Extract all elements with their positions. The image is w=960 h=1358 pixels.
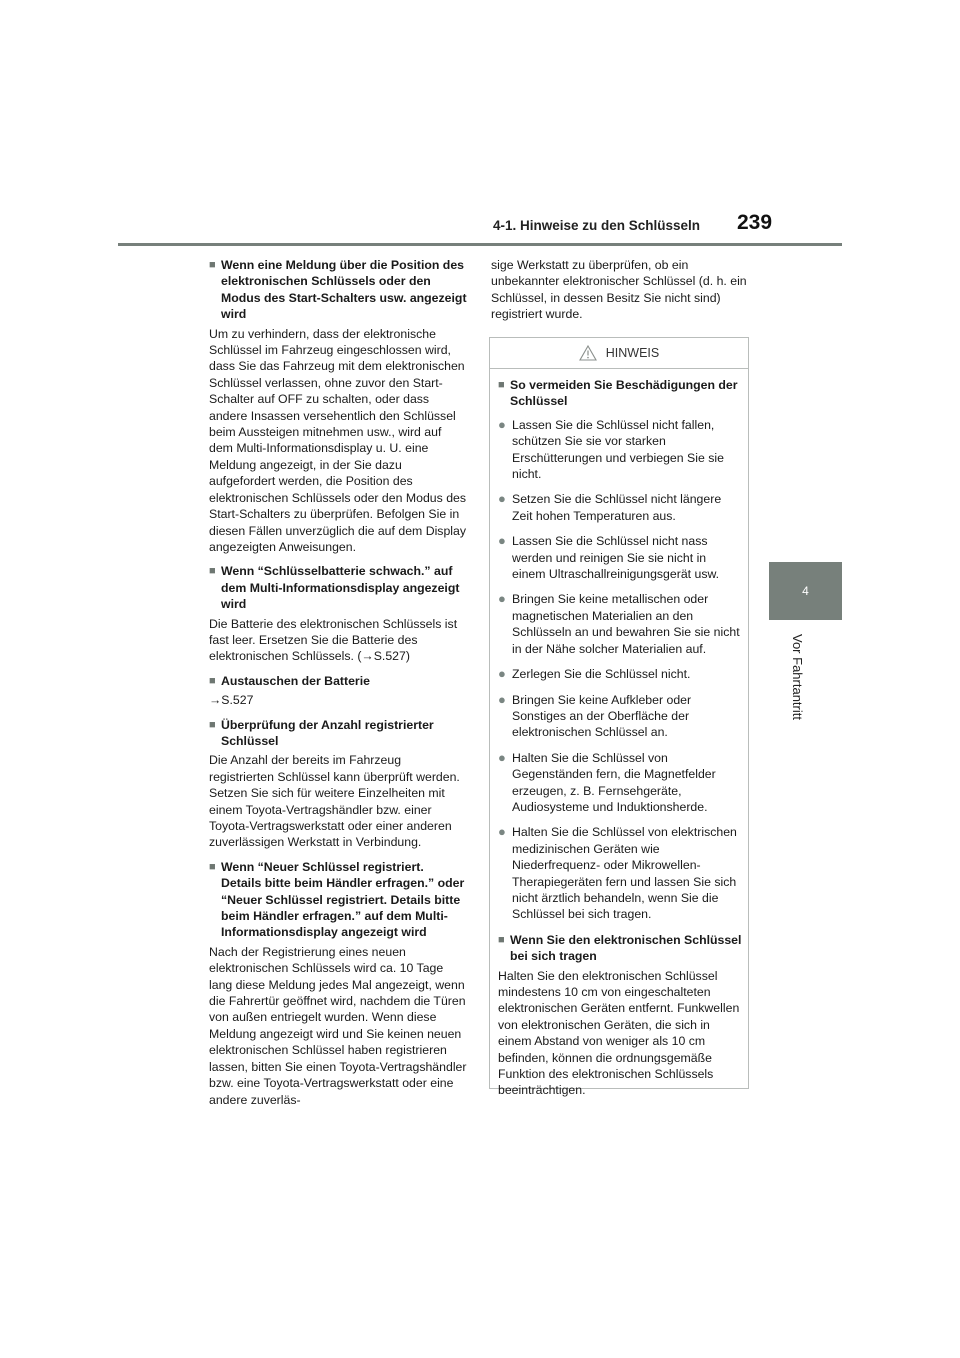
square-bullet-icon: ■ xyxy=(498,379,505,391)
round-bullet-icon: ● xyxy=(498,824,506,840)
square-bullet-icon: ■ xyxy=(209,259,216,271)
square-bullet-icon: ■ xyxy=(209,674,216,687)
warning-triangle-icon xyxy=(579,345,597,361)
notice-heading: Wenn Sie den elektronischen Schlüssel bei sich tragen xyxy=(510,932,742,964)
section-battery-replace xyxy=(209,673,467,709)
notice-heading: So vermeiden Sie Beschädigungen der Schlüssel xyxy=(510,378,738,409)
page-reference: →S.527 xyxy=(209,693,254,708)
round-bullet-icon: ● xyxy=(498,533,506,549)
list-item: ● Halten Sie die Schlüssel von elektrischen medizinischen Geräten wie Niederfrequenz- oder Mikrowellen-Therapiegeräten fern und lassen Sie sich nicht ärztlich behandeln, wenn Sie die Schlüssel bei sich tragen. xyxy=(498,824,737,922)
left-column xyxy=(209,257,467,1116)
chapter-tab-label: Vor Fahrtantritt xyxy=(790,634,805,720)
chapter-tab-number: 4 xyxy=(802,584,809,598)
square-bullet-icon: ■ xyxy=(209,718,216,731)
round-bullet-icon: ● xyxy=(498,491,506,507)
list-item: ● Setzen Sie die Schlüssel nicht längere Zeit hohen Temperaturen aus. xyxy=(498,491,722,523)
continuation-text: sige Werkstatt zu überprüfen, ob ein unbekannter elektronischer Schlüssel (d. h. ein Schlüssel, in dessen Besitz Sie nicht sind) registriert wurde. xyxy=(491,258,747,322)
round-bullet-icon: ● xyxy=(498,749,506,765)
square-bullet-icon: ■ xyxy=(209,565,216,578)
section-battery-low xyxy=(209,563,467,664)
page-number: 239 xyxy=(737,211,773,234)
list-item: ● Zerlegen Sie die Schlüssel nicht. xyxy=(498,666,691,682)
section-text: Um zu verhindern, dass der elektronische Schlüssel im Fahrzeug eingeschlossen wird, dass Sie das Fahrzeug mit dem elektronischen Schlüssel verlassen, ohne zuvor den Start-Schalter auf OFF zu schalten, oder dass andere Insassen versehentlich den Schlüssel beim Aussteigen mitnehmen usw., wird auf dem Multi-Informationsdisplay u. U. eine Meldung angezeigt, in der Sie dazu aufgefordert werden, die Position des elektronischen Schlüssels oder den Modus des Start-Schalters zu überprüfen. Befolgen Sie in diesen Fällen unverzüglich die auf dem Display angezeigten Anweisungen. xyxy=(209,326,467,554)
section-message-position xyxy=(209,257,467,555)
list-item: ● Halten Sie die Schlüssel von Gegenständen fern, die Magnetfelder erzeugen, z. B. Fernsehgeräte, Audiosysteme und Induktionsherde. xyxy=(498,749,716,814)
section-text: Die Anzahl der bereits im Fahrzeug registrierten Schlüssel kann überprüft werden. Setzen Sie sich für weitere Einzelheiten mit einem Toyota-Vertragshändler bzw. einer Toyota-Vertragswerkstatt oder einer anderen zuverlässigen Werkstatt in Verbindung. xyxy=(209,753,460,850)
section-text: Die Batterie des elektronischen Schlüssels ist fast leer. Ersetzen Sie die Batterie des elektronischen Schlüssels. (→S.527) xyxy=(209,616,458,664)
section-heading: Wenn “Neuer Schlüssel registriert. Details bitte beim Händler erfragen.” oder “Neuer Schlüssel registriert. Details bitte beim Händler erfragen.” auf dem Multi-Informationsdisplay angezeigt wird xyxy=(221,859,465,940)
round-bullet-icon: ● xyxy=(498,666,506,682)
section-heading: Überprüfung der Anzahl registrierter Schlüssel xyxy=(221,717,434,748)
section-new-key xyxy=(209,859,467,1108)
notice-title: HINWEIS xyxy=(605,346,660,360)
notice-header xyxy=(490,338,748,369)
section-key-count xyxy=(209,717,467,851)
notice-box xyxy=(489,337,749,1098)
section-text: Nach der Registrierung eines neuen elektronischen Schlüssels wird ca. 10 Tage lang diese Meldung jedes Mal angezeigt, wenn die Fahrertür geöffnet wird, nachdem die Türen von außen entriegelt wurden. Wenn diese Meldung angezeigt wird und Sie keinen neuen elektronischen Schlüssel haben registrieren lassen, bitten Sie einen Toyota-Vertragshändler bzw. eine Toyota-Vertragswerkstatt oder eine andere zuverläs- xyxy=(209,944,467,1107)
section-heading: Austauschen der Batterie xyxy=(221,673,370,688)
round-bullet-icon: ● xyxy=(498,691,506,707)
chapter-title: 4-1. Hinweise zu den Schlüsseln xyxy=(492,218,700,233)
section-heading: Wenn eine Meldung über die Position des elektronischen Schlüssels oder den Modus des Start-Schalters usw. angezeigt wird xyxy=(221,258,467,322)
list-item: ● Lassen Sie die Schlüssel nicht nass werden und reinigen Sie sie nicht in einem Ultraschallreinigungsgerät usw. xyxy=(498,533,720,582)
round-bullet-icon: ● xyxy=(498,591,506,607)
list-item: ● Bringen Sie keine metallischen oder magnetischen Materialien an den Schlüsseln an und bewahren Sie sie nicht in der Nähe solcher Materialien auf. xyxy=(498,591,740,656)
chapter-tab xyxy=(769,562,842,620)
notice-text: Halten Sie den elektronischen Schlüssel mindestens 10 cm von eingeschalteten elektronischen Geräten entfernt. Funkwellen von elektronischen Geräten, die sich in einem Abstand von weniger als 10 cm befinden, können die ordnungsgemäße Funktion des elektronischen Schlüssels beeinträchtigen. xyxy=(498,968,740,1098)
square-bullet-icon: ■ xyxy=(498,933,505,946)
section-heading: Wenn “Schlüsselbatterie schwach.” auf dem Multi-Informationsdisplay angezeigt wird xyxy=(221,564,460,612)
list-item: ● Bringen Sie keine Aufkleber oder Sonstiges an der Oberfläche der elektronischen Schlüssel an. xyxy=(498,691,692,740)
list-item: ● Lassen Sie die Schlüssel nicht fallen, schützen Sie sie vor starken Erschütterungen und verbiegen Sie sie nicht. xyxy=(498,416,724,482)
square-bullet-icon: ■ xyxy=(209,860,216,873)
right-column-continuation xyxy=(491,257,749,323)
notice-body xyxy=(490,369,748,1099)
header-divider xyxy=(118,243,842,246)
round-bullet-icon: ● xyxy=(498,416,506,432)
